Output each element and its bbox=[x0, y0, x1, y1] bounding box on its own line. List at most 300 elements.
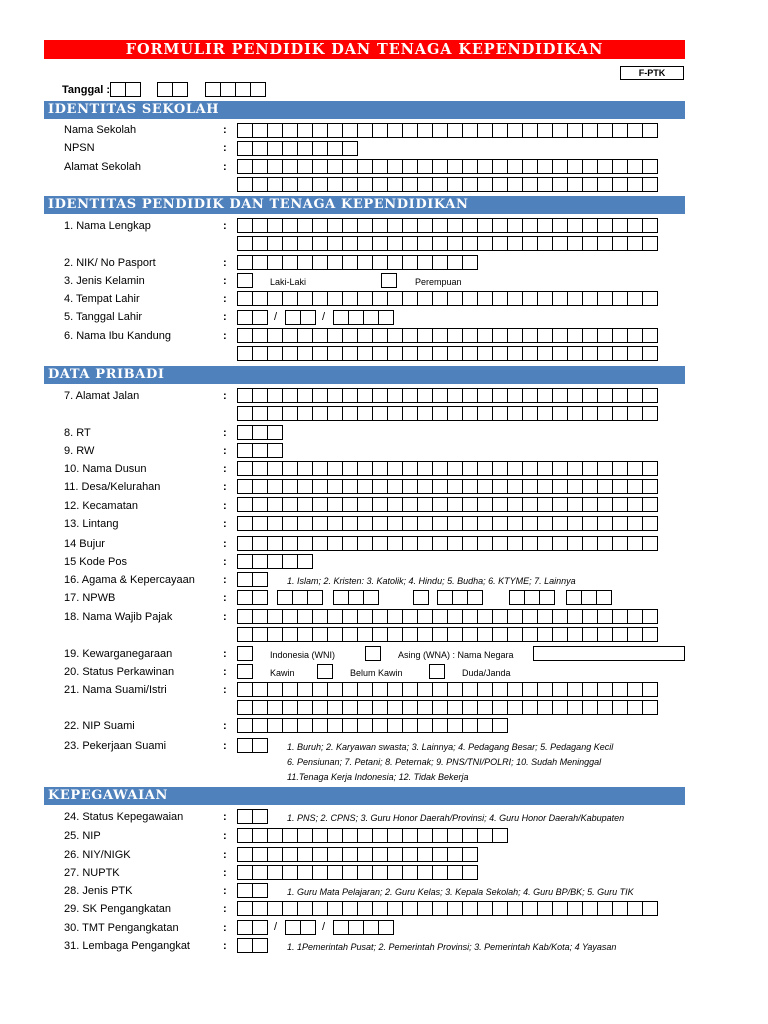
char-box[interactable] bbox=[282, 406, 298, 421]
char-box[interactable] bbox=[447, 497, 463, 512]
char-box[interactable] bbox=[582, 461, 598, 476]
nip-boxes[interactable] bbox=[237, 828, 507, 843]
char-box[interactable] bbox=[417, 123, 433, 138]
char-box[interactable] bbox=[267, 536, 283, 551]
char-box[interactable] bbox=[267, 123, 283, 138]
char-box[interactable] bbox=[372, 627, 388, 642]
char-box[interactable] bbox=[312, 609, 328, 624]
char-box[interactable] bbox=[220, 82, 236, 97]
char-box[interactable] bbox=[357, 159, 373, 174]
char-box[interactable] bbox=[477, 536, 493, 551]
char-box[interactable] bbox=[627, 388, 643, 403]
char-box[interactable] bbox=[342, 516, 358, 531]
char-box[interactable] bbox=[552, 516, 568, 531]
char-box[interactable] bbox=[237, 388, 253, 403]
char-box[interactable] bbox=[387, 388, 403, 403]
char-box[interactable] bbox=[312, 682, 328, 697]
char-box[interactable] bbox=[267, 218, 283, 233]
char-box[interactable] bbox=[477, 627, 493, 642]
char-box[interactable] bbox=[507, 536, 523, 551]
char-box[interactable] bbox=[372, 218, 388, 233]
char-box[interactable] bbox=[312, 700, 328, 715]
char-box[interactable] bbox=[627, 177, 643, 192]
char-box[interactable] bbox=[282, 159, 298, 174]
char-box[interactable] bbox=[387, 901, 403, 916]
char-box[interactable] bbox=[507, 388, 523, 403]
char-box[interactable] bbox=[312, 255, 328, 270]
char-box[interactable] bbox=[267, 328, 283, 343]
char-box[interactable] bbox=[348, 590, 364, 605]
char-box[interactable] bbox=[357, 847, 373, 862]
char-box[interactable] bbox=[252, 388, 268, 403]
char-box[interactable] bbox=[462, 828, 478, 843]
char-box[interactable] bbox=[537, 406, 553, 421]
char-box[interactable] bbox=[312, 123, 328, 138]
char-box[interactable] bbox=[552, 291, 568, 306]
char-box[interactable] bbox=[372, 255, 388, 270]
char-box[interactable] bbox=[357, 718, 373, 733]
char-box[interactable] bbox=[387, 609, 403, 624]
char-box[interactable] bbox=[437, 590, 453, 605]
char-box[interactable] bbox=[333, 590, 349, 605]
char-box[interactable] bbox=[282, 700, 298, 715]
char-box[interactable] bbox=[237, 554, 253, 569]
char-box[interactable] bbox=[462, 536, 478, 551]
char-box[interactable] bbox=[492, 536, 508, 551]
char-box[interactable] bbox=[509, 590, 525, 605]
char-box[interactable] bbox=[312, 177, 328, 192]
char-box[interactable] bbox=[381, 273, 397, 288]
char-box[interactable] bbox=[537, 700, 553, 715]
char-box[interactable] bbox=[387, 236, 403, 251]
char-box[interactable] bbox=[552, 700, 568, 715]
char-box[interactable] bbox=[467, 590, 483, 605]
char-box[interactable] bbox=[627, 461, 643, 476]
char-box[interactable] bbox=[402, 123, 418, 138]
char-box[interactable] bbox=[627, 328, 643, 343]
char-box[interactable] bbox=[282, 536, 298, 551]
tgl-lahir-day[interactable] bbox=[237, 310, 267, 325]
char-box[interactable] bbox=[612, 627, 628, 642]
char-box[interactable] bbox=[312, 497, 328, 512]
char-box[interactable] bbox=[327, 609, 343, 624]
char-box[interactable] bbox=[282, 718, 298, 733]
char-box[interactable] bbox=[267, 479, 283, 494]
char-box[interactable] bbox=[312, 141, 328, 156]
char-box[interactable] bbox=[402, 255, 418, 270]
char-box[interactable] bbox=[312, 718, 328, 733]
char-box[interactable] bbox=[237, 847, 253, 862]
char-box[interactable] bbox=[582, 346, 598, 361]
nama-lengkap-boxes-1[interactable] bbox=[237, 218, 657, 233]
char-box[interactable] bbox=[429, 664, 445, 679]
char-box[interactable] bbox=[462, 388, 478, 403]
char-box[interactable] bbox=[307, 590, 323, 605]
char-box[interactable] bbox=[297, 328, 313, 343]
char-box[interactable] bbox=[327, 388, 343, 403]
char-box[interactable] bbox=[267, 346, 283, 361]
char-box[interactable] bbox=[237, 718, 253, 733]
char-box[interactable] bbox=[312, 901, 328, 916]
char-box[interactable] bbox=[417, 609, 433, 624]
char-box[interactable] bbox=[432, 123, 448, 138]
char-box[interactable] bbox=[357, 865, 373, 880]
rw-boxes[interactable] bbox=[237, 443, 282, 458]
char-box[interactable] bbox=[297, 516, 313, 531]
char-box[interactable] bbox=[237, 938, 253, 953]
char-box[interactable] bbox=[312, 828, 328, 843]
char-box[interactable] bbox=[252, 883, 268, 898]
tmt-year[interactable] bbox=[333, 920, 393, 935]
char-box[interactable] bbox=[582, 406, 598, 421]
char-box[interactable] bbox=[125, 82, 141, 97]
char-box[interactable] bbox=[417, 177, 433, 192]
nama-suami-boxes-2[interactable] bbox=[237, 700, 657, 715]
char-box[interactable] bbox=[462, 847, 478, 862]
char-box[interactable] bbox=[327, 627, 343, 642]
char-box[interactable] bbox=[417, 516, 433, 531]
char-box[interactable] bbox=[357, 406, 373, 421]
char-box[interactable] bbox=[597, 388, 613, 403]
char-box[interactable] bbox=[567, 901, 583, 916]
char-box[interactable] bbox=[237, 700, 253, 715]
char-box[interactable] bbox=[342, 291, 358, 306]
char-box[interactable] bbox=[402, 159, 418, 174]
char-box[interactable] bbox=[252, 479, 268, 494]
char-box[interactable] bbox=[237, 218, 253, 233]
char-box[interactable] bbox=[642, 700, 658, 715]
npwp-boxes-5[interactable] bbox=[509, 590, 554, 605]
char-box[interactable] bbox=[402, 461, 418, 476]
char-box[interactable] bbox=[492, 406, 508, 421]
char-box[interactable] bbox=[447, 177, 463, 192]
char-box[interactable] bbox=[567, 159, 583, 174]
char-box[interactable] bbox=[327, 291, 343, 306]
char-box[interactable] bbox=[402, 865, 418, 880]
char-box[interactable] bbox=[537, 346, 553, 361]
char-box[interactable] bbox=[417, 406, 433, 421]
char-box[interactable] bbox=[348, 310, 364, 325]
char-box[interactable] bbox=[402, 236, 418, 251]
char-box[interactable] bbox=[447, 865, 463, 880]
char-box[interactable] bbox=[432, 236, 448, 251]
char-box[interactable] bbox=[237, 809, 253, 824]
char-box[interactable] bbox=[582, 700, 598, 715]
char-box[interactable] bbox=[477, 123, 493, 138]
char-box[interactable] bbox=[372, 718, 388, 733]
char-box[interactable] bbox=[492, 123, 508, 138]
char-box[interactable] bbox=[627, 536, 643, 551]
char-box[interactable] bbox=[387, 828, 403, 843]
char-box[interactable] bbox=[507, 177, 523, 192]
char-box[interactable] bbox=[282, 218, 298, 233]
char-box[interactable] bbox=[522, 497, 538, 512]
char-box[interactable] bbox=[357, 536, 373, 551]
char-box[interactable] bbox=[417, 255, 433, 270]
char-box[interactable] bbox=[237, 828, 253, 843]
char-box[interactable] bbox=[417, 718, 433, 733]
char-box[interactable] bbox=[447, 847, 463, 862]
char-box[interactable] bbox=[582, 159, 598, 174]
char-box[interactable] bbox=[477, 236, 493, 251]
char-box[interactable] bbox=[342, 406, 358, 421]
char-box[interactable] bbox=[237, 479, 253, 494]
char-box[interactable] bbox=[552, 536, 568, 551]
char-box[interactable] bbox=[250, 82, 266, 97]
lintang-boxes[interactable] bbox=[237, 516, 657, 531]
char-box[interactable] bbox=[612, 682, 628, 697]
char-box[interactable] bbox=[282, 828, 298, 843]
char-box[interactable] bbox=[237, 682, 253, 697]
char-box[interactable] bbox=[402, 406, 418, 421]
char-box[interactable] bbox=[552, 609, 568, 624]
char-box[interactable] bbox=[252, 123, 268, 138]
char-box[interactable] bbox=[537, 461, 553, 476]
desa-boxes[interactable] bbox=[237, 479, 657, 494]
char-box[interactable] bbox=[282, 141, 298, 156]
char-box[interactable] bbox=[342, 718, 358, 733]
char-box[interactable] bbox=[342, 479, 358, 494]
char-box[interactable] bbox=[612, 388, 628, 403]
char-box[interactable] bbox=[297, 159, 313, 174]
char-box[interactable] bbox=[363, 590, 379, 605]
char-box[interactable] bbox=[522, 516, 538, 531]
char-box[interactable] bbox=[567, 236, 583, 251]
char-box[interactable] bbox=[462, 479, 478, 494]
char-box[interactable] bbox=[327, 328, 343, 343]
char-box[interactable] bbox=[297, 461, 313, 476]
char-box[interactable] bbox=[507, 218, 523, 233]
char-box[interactable] bbox=[477, 291, 493, 306]
char-box[interactable] bbox=[477, 177, 493, 192]
char-box[interactable] bbox=[357, 346, 373, 361]
npwp-boxes-6[interactable] bbox=[566, 590, 611, 605]
char-box[interactable] bbox=[612, 236, 628, 251]
nuptk-boxes[interactable] bbox=[237, 865, 477, 880]
char-box[interactable] bbox=[252, 291, 268, 306]
char-box[interactable] bbox=[642, 479, 658, 494]
char-box[interactable] bbox=[492, 516, 508, 531]
char-box[interactable] bbox=[507, 461, 523, 476]
char-box[interactable] bbox=[267, 177, 283, 192]
char-box[interactable] bbox=[402, 627, 418, 642]
char-box[interactable] bbox=[327, 346, 343, 361]
char-box[interactable] bbox=[372, 847, 388, 862]
char-box[interactable] bbox=[477, 828, 493, 843]
char-box[interactable] bbox=[342, 901, 358, 916]
char-box[interactable] bbox=[417, 346, 433, 361]
char-box[interactable] bbox=[237, 664, 253, 679]
char-box[interactable] bbox=[357, 700, 373, 715]
char-box[interactable] bbox=[432, 328, 448, 343]
char-box[interactable] bbox=[462, 255, 478, 270]
char-box[interactable] bbox=[237, 590, 253, 605]
char-box[interactable] bbox=[492, 291, 508, 306]
char-box[interactable] bbox=[642, 328, 658, 343]
char-box[interactable] bbox=[552, 479, 568, 494]
char-box[interactable] bbox=[267, 847, 283, 862]
char-box[interactable] bbox=[596, 590, 612, 605]
char-box[interactable] bbox=[432, 700, 448, 715]
char-box[interactable] bbox=[372, 901, 388, 916]
char-box[interactable] bbox=[537, 388, 553, 403]
char-box[interactable] bbox=[582, 516, 598, 531]
char-box[interactable] bbox=[282, 461, 298, 476]
char-box[interactable] bbox=[462, 461, 478, 476]
char-box[interactable] bbox=[447, 682, 463, 697]
char-box[interactable] bbox=[252, 901, 268, 916]
duda-checkbox[interactable] bbox=[429, 664, 444, 679]
char-box[interactable] bbox=[267, 255, 283, 270]
char-box[interactable] bbox=[417, 497, 433, 512]
char-box[interactable] bbox=[252, 310, 268, 325]
char-box[interactable] bbox=[327, 479, 343, 494]
char-box[interactable] bbox=[522, 901, 538, 916]
char-box[interactable] bbox=[612, 123, 628, 138]
char-box[interactable] bbox=[312, 479, 328, 494]
char-box[interactable] bbox=[327, 255, 343, 270]
char-box[interactable] bbox=[312, 328, 328, 343]
char-box[interactable] bbox=[582, 497, 598, 512]
nama-suami-boxes-1[interactable] bbox=[237, 682, 657, 697]
char-box[interactable] bbox=[462, 718, 478, 733]
char-box[interactable] bbox=[267, 718, 283, 733]
char-box[interactable] bbox=[642, 682, 658, 697]
char-box[interactable] bbox=[432, 828, 448, 843]
char-box[interactable] bbox=[522, 346, 538, 361]
char-box[interactable] bbox=[342, 236, 358, 251]
char-box[interactable] bbox=[297, 609, 313, 624]
char-box[interactable] bbox=[387, 516, 403, 531]
char-box[interactable] bbox=[492, 218, 508, 233]
char-box[interactable] bbox=[402, 328, 418, 343]
char-box[interactable] bbox=[327, 159, 343, 174]
char-box[interactable] bbox=[312, 291, 328, 306]
char-box[interactable] bbox=[432, 627, 448, 642]
char-box[interactable] bbox=[612, 609, 628, 624]
char-box[interactable] bbox=[252, 425, 268, 440]
char-box[interactable] bbox=[348, 920, 364, 935]
char-box[interactable] bbox=[342, 847, 358, 862]
char-box[interactable] bbox=[567, 461, 583, 476]
char-box[interactable] bbox=[387, 847, 403, 862]
char-box[interactable] bbox=[417, 159, 433, 174]
char-box[interactable] bbox=[372, 700, 388, 715]
tanggal-year-boxes[interactable] bbox=[205, 82, 265, 97]
char-box[interactable] bbox=[612, 159, 628, 174]
char-box[interactable] bbox=[522, 218, 538, 233]
char-box[interactable] bbox=[387, 479, 403, 494]
char-box[interactable] bbox=[282, 516, 298, 531]
char-box[interactable] bbox=[447, 461, 463, 476]
char-box[interactable] bbox=[413, 590, 429, 605]
char-box[interactable] bbox=[417, 461, 433, 476]
char-box[interactable] bbox=[252, 328, 268, 343]
char-box[interactable] bbox=[537, 627, 553, 642]
char-box[interactable] bbox=[267, 291, 283, 306]
char-box[interactable] bbox=[267, 901, 283, 916]
char-box[interactable] bbox=[282, 255, 298, 270]
char-box[interactable] bbox=[642, 516, 658, 531]
char-box[interactable] bbox=[537, 236, 553, 251]
char-box[interactable] bbox=[237, 425, 253, 440]
char-box[interactable] bbox=[552, 218, 568, 233]
char-box[interactable] bbox=[417, 828, 433, 843]
char-box[interactable] bbox=[402, 497, 418, 512]
char-box[interactable] bbox=[522, 536, 538, 551]
char-box[interactable] bbox=[597, 700, 613, 715]
char-box[interactable] bbox=[597, 177, 613, 192]
char-box[interactable] bbox=[447, 828, 463, 843]
char-box[interactable] bbox=[267, 609, 283, 624]
char-box[interactable] bbox=[522, 123, 538, 138]
char-box[interactable] bbox=[297, 865, 313, 880]
char-box[interactable] bbox=[372, 388, 388, 403]
char-box[interactable] bbox=[317, 664, 333, 679]
char-box[interactable] bbox=[372, 291, 388, 306]
char-box[interactable] bbox=[582, 682, 598, 697]
char-box[interactable] bbox=[327, 700, 343, 715]
char-box[interactable] bbox=[642, 497, 658, 512]
char-box[interactable] bbox=[372, 328, 388, 343]
char-box[interactable] bbox=[462, 901, 478, 916]
char-box[interactable] bbox=[282, 236, 298, 251]
char-box[interactable] bbox=[327, 141, 343, 156]
char-box[interactable] bbox=[372, 236, 388, 251]
char-box[interactable] bbox=[492, 700, 508, 715]
char-box[interactable] bbox=[567, 479, 583, 494]
char-box[interactable] bbox=[581, 590, 597, 605]
char-box[interactable] bbox=[612, 177, 628, 192]
char-box[interactable] bbox=[522, 461, 538, 476]
char-box[interactable] bbox=[282, 609, 298, 624]
char-box[interactable] bbox=[297, 406, 313, 421]
char-box[interactable] bbox=[492, 627, 508, 642]
char-box[interactable] bbox=[432, 536, 448, 551]
char-box[interactable] bbox=[582, 123, 598, 138]
char-box[interactable] bbox=[327, 497, 343, 512]
char-box[interactable] bbox=[507, 123, 523, 138]
char-box[interactable] bbox=[432, 682, 448, 697]
alamat-sekolah-boxes-1[interactable] bbox=[237, 159, 657, 174]
char-box[interactable] bbox=[447, 901, 463, 916]
char-box[interactable] bbox=[537, 497, 553, 512]
char-box[interactable] bbox=[297, 346, 313, 361]
char-box[interactable] bbox=[522, 479, 538, 494]
char-box[interactable] bbox=[447, 627, 463, 642]
npwp-boxes-3[interactable] bbox=[413, 590, 428, 605]
char-box[interactable] bbox=[507, 159, 523, 174]
char-box[interactable] bbox=[597, 516, 613, 531]
char-box[interactable] bbox=[252, 159, 268, 174]
char-box[interactable] bbox=[252, 938, 268, 953]
char-box[interactable] bbox=[252, 828, 268, 843]
char-box[interactable] bbox=[642, 461, 658, 476]
char-box[interactable] bbox=[432, 718, 448, 733]
char-box[interactable] bbox=[387, 346, 403, 361]
char-box[interactable] bbox=[282, 328, 298, 343]
char-box[interactable] bbox=[507, 479, 523, 494]
char-box[interactable] bbox=[582, 479, 598, 494]
alamat-sekolah-boxes-2[interactable] bbox=[237, 177, 657, 192]
char-box[interactable] bbox=[567, 682, 583, 697]
char-box[interactable] bbox=[447, 123, 463, 138]
char-box[interactable] bbox=[237, 738, 253, 753]
char-box[interactable] bbox=[342, 255, 358, 270]
char-box[interactable] bbox=[507, 700, 523, 715]
char-box[interactable] bbox=[507, 497, 523, 512]
dusun-boxes[interactable] bbox=[237, 461, 657, 476]
